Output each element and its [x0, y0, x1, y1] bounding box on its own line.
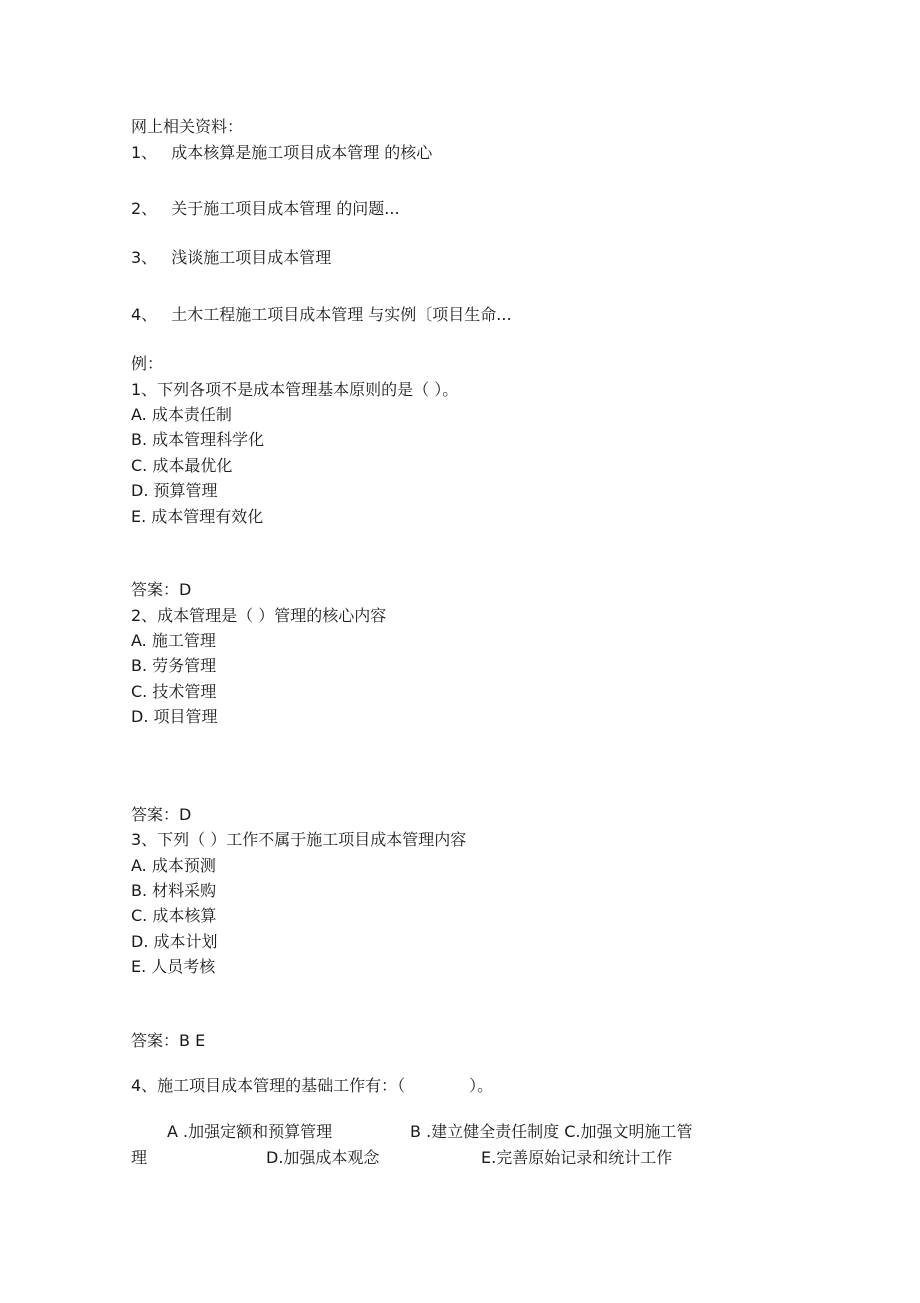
example-heading: 例： [131, 354, 164, 373]
question-3: 3、下列（ ）工作不属于施工项目成本管理内容 [131, 830, 467, 849]
q1-option-b: B. 成本管理科学化 [131, 430, 265, 449]
q4-option-b-c: B .建立健全责任制度 C.加强文明施工管 [410, 1122, 693, 1141]
q3-option-e: E. 人员考核 [131, 957, 216, 976]
related-item-number: 1、 [131, 143, 158, 162]
related-item [131, 143, 432, 163]
related-item-text: 关于施工项目成本管理 的问题... [171, 199, 400, 218]
related-item-number: 3、 [131, 248, 158, 267]
related-item-text: 浅谈施工项目成本管理 [171, 248, 332, 267]
q2-option-c: C. 技术管理 [131, 682, 217, 701]
q2-answer: 答案：D [131, 805, 192, 824]
related-item-text: 成本核算是施工项目成本管理 的核心 [171, 143, 433, 162]
q4-option-d: D.加强成本观念 [266, 1148, 380, 1167]
related-item [131, 248, 331, 268]
q4-option-a: A .加强定额和预算管理 [167, 1122, 333, 1141]
related-item [131, 199, 400, 219]
q3-option-b: B. 材料采购 [131, 881, 217, 900]
related-item [131, 305, 512, 325]
related-item-number: 4、 [131, 305, 158, 324]
q3-option-a: A. 成本预测 [131, 856, 216, 875]
q4-option-c-wrap: 理 [131, 1148, 148, 1167]
related-heading: 网上相关资料： [131, 117, 244, 136]
question-1: 1、下列各项不是成本管理基本原则的是（ ）。 [131, 380, 459, 399]
related-item-number: 2、 [131, 199, 158, 218]
q2-option-b: B. 劳务管理 [131, 656, 217, 675]
q4-option-e: E.完善原始记录和统计工作 [481, 1148, 673, 1167]
q1-option-c: C. 成本最优化 [131, 456, 233, 475]
q1-answer: 答案：D [131, 580, 192, 599]
q1-option-e: E. 成本管理有效化 [131, 507, 264, 526]
q3-option-c: C. 成本核算 [131, 906, 217, 925]
q3-answer: 答案：B E [131, 1031, 206, 1050]
q1-option-a: A. 成本责任制 [131, 405, 232, 424]
question-4: 4、施工项目成本管理的基础工作有：（ ）。 [131, 1076, 494, 1095]
q2-option-d: D. 项目管理 [131, 707, 218, 726]
q1-option-d: D. 预算管理 [131, 481, 218, 500]
q2-option-a: A. 施工管理 [131, 631, 216, 650]
q3-option-d: D. 成本计划 [131, 932, 218, 951]
question-2: 2、成本管理是（ ）管理的核心内容 [131, 606, 387, 625]
related-item-text: 土木工程施工项目成本管理 与实例〔项目生命... [171, 305, 512, 324]
